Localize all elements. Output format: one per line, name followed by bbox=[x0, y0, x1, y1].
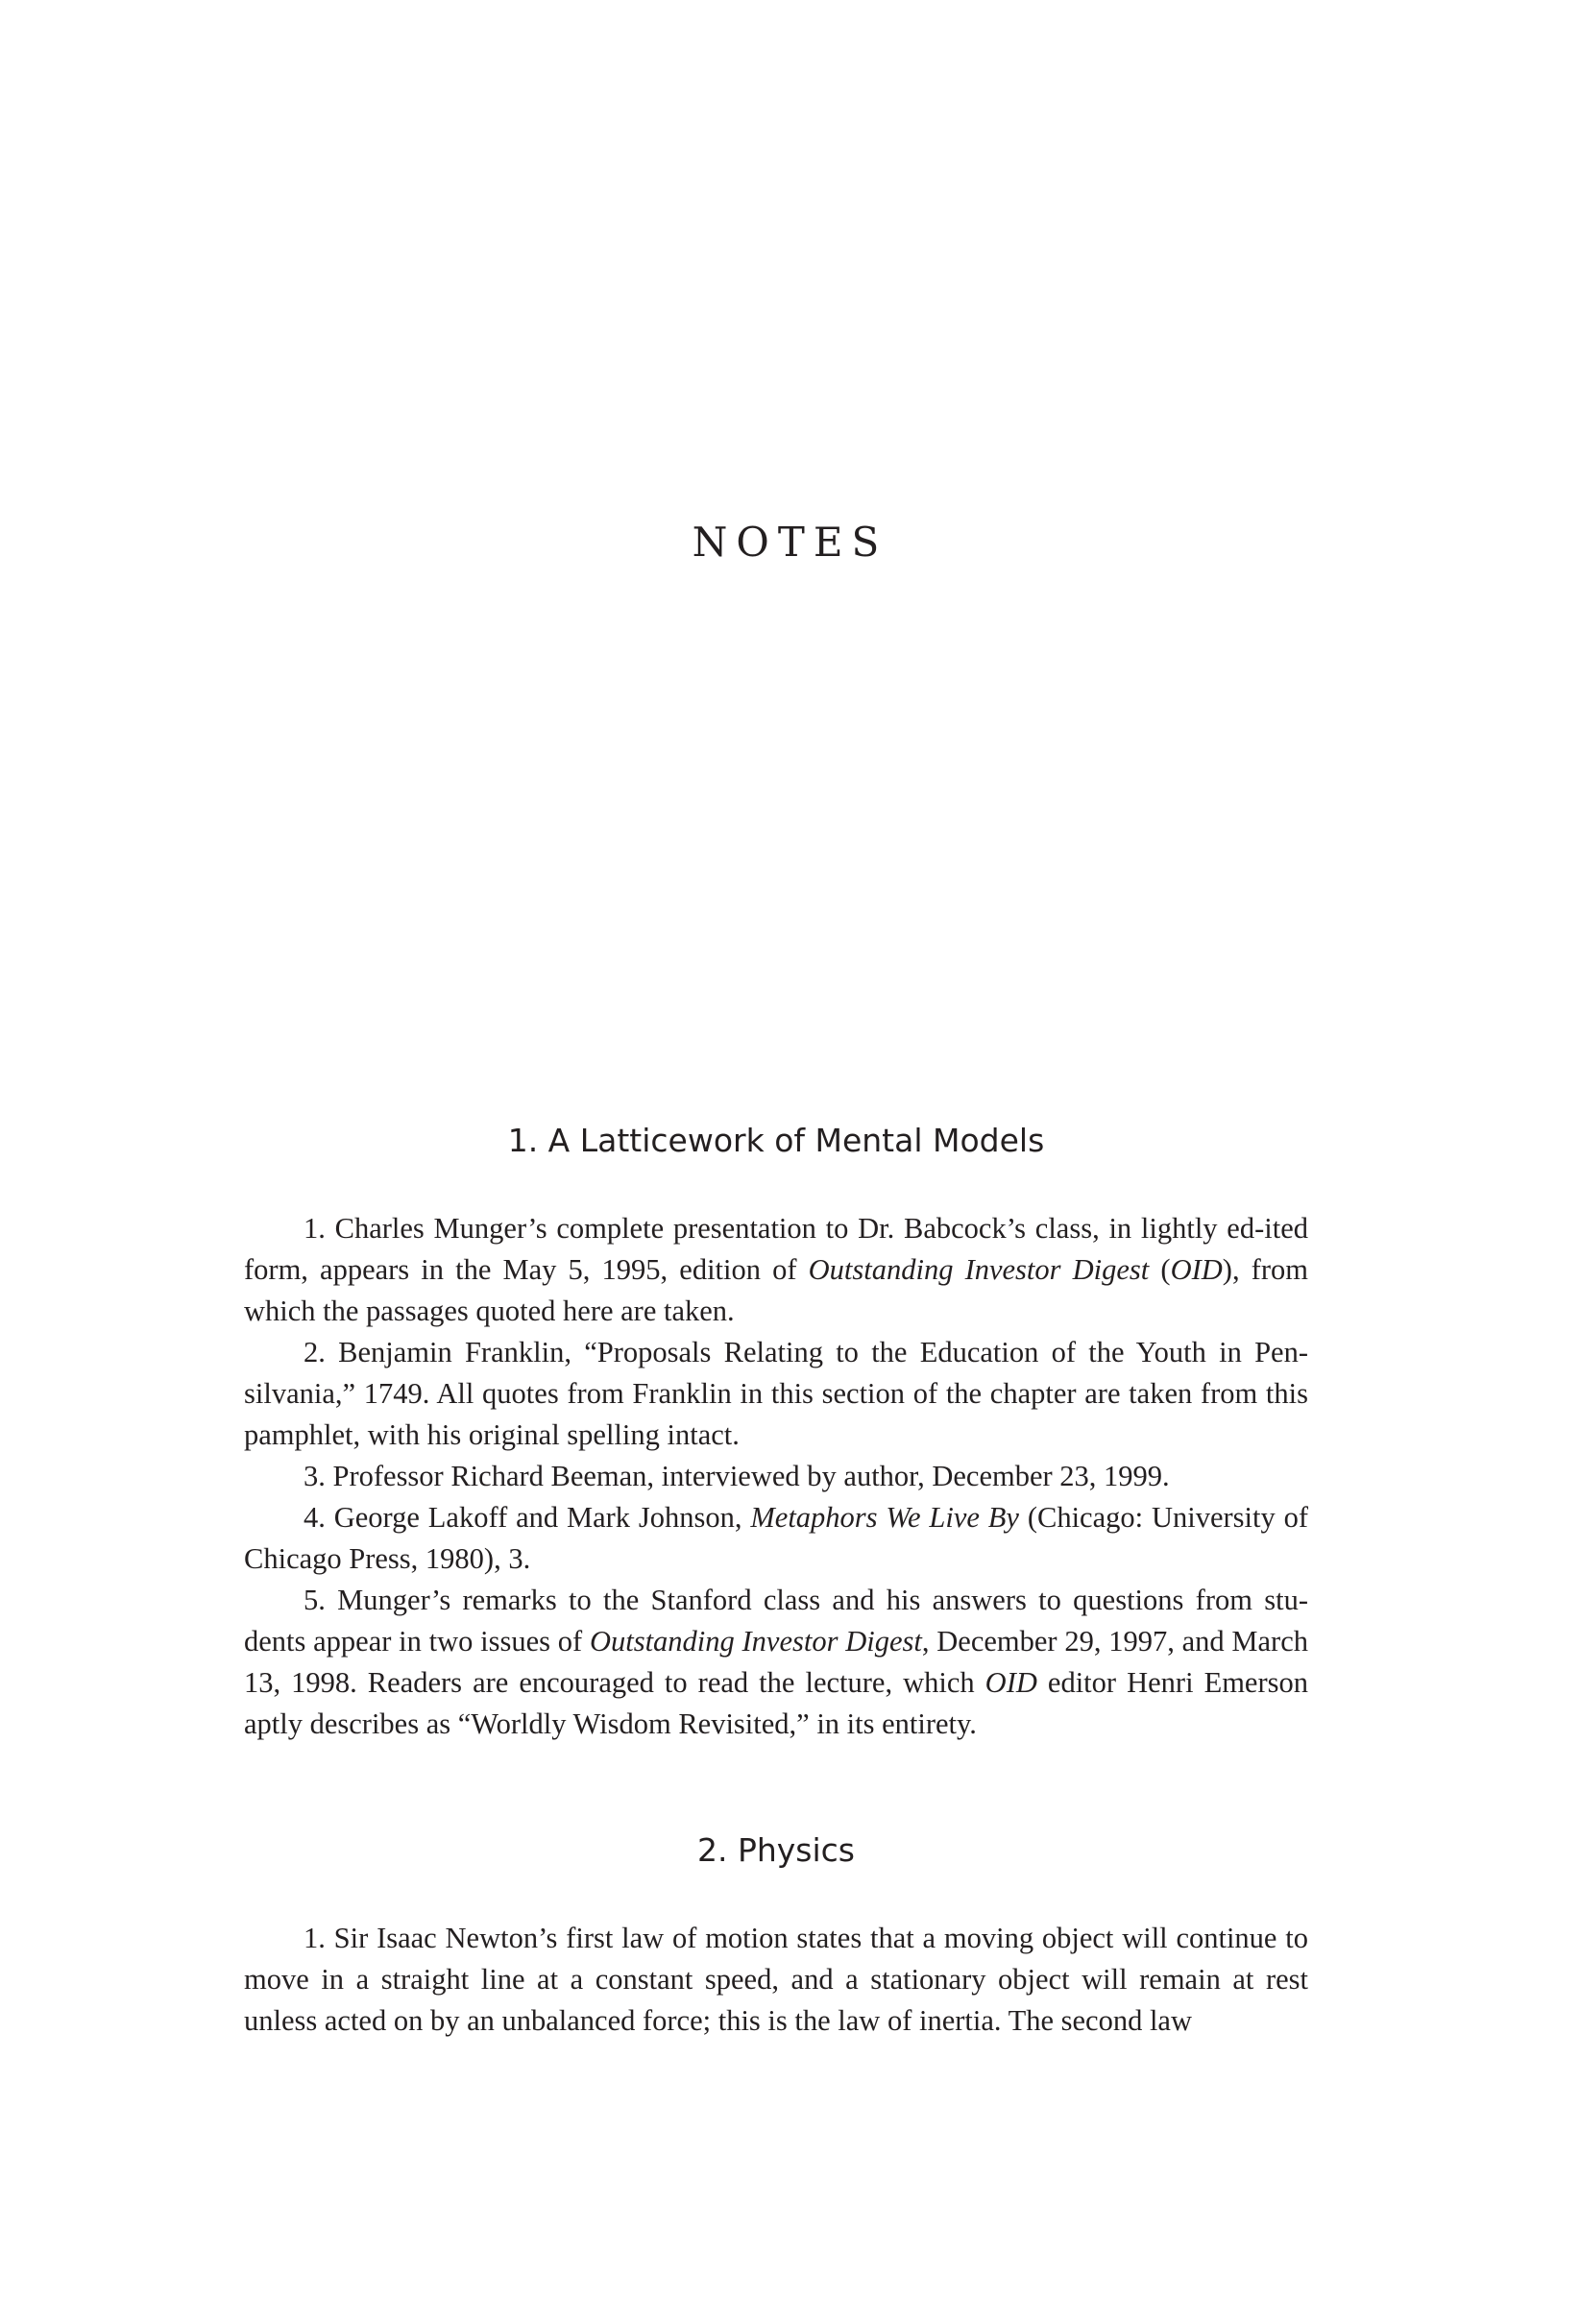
note-text: ( bbox=[1149, 1253, 1171, 1286]
notes-section-latticework bbox=[244, 1120, 1308, 1745]
notes-list bbox=[244, 1208, 1308, 1745]
note-item bbox=[244, 1208, 1308, 1332]
note-text: editor Henri Emerson aptly describes as “Worldly Wisdom Revisited,” in its entirety. bbox=[244, 1666, 1308, 1740]
page-title: NOTES bbox=[692, 519, 888, 566]
note-text: , December 29, 1997, and March 13, 1998. Readers are encouraged to read the lecture, which bbox=[244, 1625, 1308, 1699]
section-heading: 1. A Latticework of Mental Models bbox=[507, 1122, 1045, 1159]
note-item bbox=[244, 1456, 1308, 1497]
note-text: 2. Benjamin Franklin, “Proposals Relating to the Education of the Youth in Pen-silvania,” 1749. All quotes from Franklin in this section of the chapter are taken from this pamphlet, with his original spelling intact. bbox=[244, 1336, 1308, 1451]
note-text: 5. Munger’s remarks to the Stanford class and his answers to questions from stu-dents appear in two issues of bbox=[244, 1584, 1308, 1658]
note-text: ), from which the passages quoted here are taken. bbox=[244, 1253, 1308, 1327]
note-italic-title: Metaphors We Live By bbox=[750, 1501, 1019, 1534]
note-italic-title: Outstanding Investor Digest bbox=[589, 1625, 922, 1658]
note-item bbox=[244, 1332, 1308, 1456]
section-heading: 2. Physics bbox=[696, 1831, 856, 1869]
note-text: 1. Sir Isaac Newton’s first law of motion states that a moving object will continue to move in a straight line at a constant speed, and a stationary object will remain at rest unless acted on by an unbalanced force; this is the law of inertia. The second law bbox=[244, 1922, 1308, 2037]
note-italic-abbrev: OID bbox=[984, 1666, 1037, 1699]
note-text: 4. George Lakoff and Mark Johnson, bbox=[304, 1501, 751, 1534]
note-text: 3. Professor Richard Beeman, interviewed by author, December 23, 1999. bbox=[304, 1460, 1170, 1492]
note-italic-abbrev: OID bbox=[1170, 1253, 1223, 1286]
note-italic-title: Outstanding Investor Digest bbox=[808, 1253, 1150, 1286]
note-item bbox=[244, 1497, 1308, 1580]
note-item bbox=[244, 1918, 1308, 2042]
note-text: 1. Charles Munger’s complete presentation to Dr. Babcock’s class, in lightly ed-ited form, appears in the May 5, 1995, edition of bbox=[244, 1212, 1308, 1286]
note-text: (Chicago: University of Chicago Press, 1980), 3. bbox=[244, 1501, 1308, 1575]
note-item bbox=[244, 1580, 1308, 1745]
notes-section-physics bbox=[244, 1829, 1308, 2042]
notes-list bbox=[244, 1918, 1308, 2042]
